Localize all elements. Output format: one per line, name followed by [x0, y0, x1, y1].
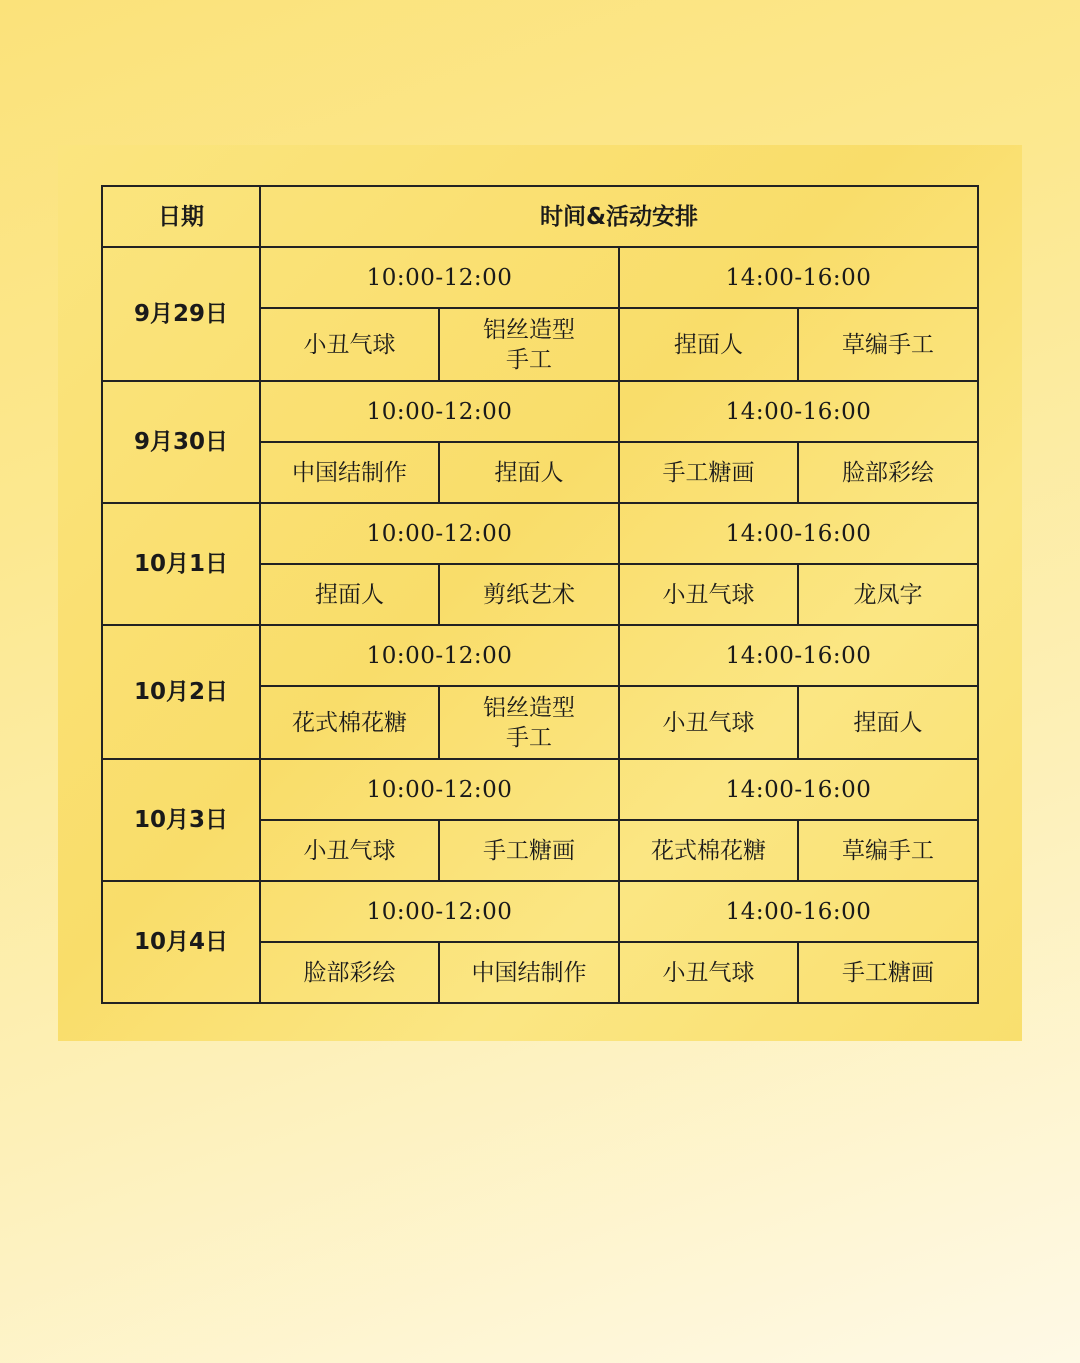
activity-cell: 捏面人	[798, 686, 978, 759]
date-cell: 9月29日	[102, 247, 260, 381]
time-row	[102, 625, 978, 686]
date-cell: 9月30日	[102, 381, 260, 503]
activity-cell: 铝丝造型 手工	[439, 686, 619, 759]
date-cell: 10月4日	[102, 881, 260, 1003]
time-slot-cell: 10:00-12:00	[260, 381, 619, 442]
date-column-header: 日期	[102, 186, 260, 247]
time-slot-cell: 14:00-16:00	[619, 503, 978, 564]
time-slot-cell: 10:00-12:00	[260, 625, 619, 686]
activity-cell: 捏面人	[439, 442, 619, 503]
time-slot-cell: 10:00-12:00	[260, 247, 619, 308]
activity-cell: 小丑气球	[260, 308, 439, 381]
activity-cell: 小丑气球	[619, 564, 798, 625]
schedule-table	[101, 185, 979, 1004]
header-row	[102, 186, 978, 247]
time-row	[102, 247, 978, 308]
activity-cell: 捏面人	[260, 564, 439, 625]
time-row	[102, 381, 978, 442]
date-cell: 10月2日	[102, 625, 260, 759]
activity-cell: 脸部彩绘	[798, 442, 978, 503]
schedule-column-header: 时间&活动安排	[260, 186, 978, 247]
activity-cell: 花式棉花糖	[260, 686, 439, 759]
activity-cell: 捏面人	[619, 308, 798, 381]
activity-cell: 草编手工	[798, 308, 978, 381]
time-slot-cell: 14:00-16:00	[619, 381, 978, 442]
activity-cell: 手工糖画	[798, 942, 978, 1003]
time-slot-cell: 10:00-12:00	[260, 759, 619, 820]
activity-cell: 剪纸艺术	[439, 564, 619, 625]
activity-cell: 中国结制作	[439, 942, 619, 1003]
activity-cell: 小丑气球	[260, 820, 439, 881]
activity-cell: 小丑气球	[619, 686, 798, 759]
activity-cell: 龙凤字	[798, 564, 978, 625]
time-slot-cell: 14:00-16:00	[619, 247, 978, 308]
time-slot-cell: 10:00-12:00	[260, 881, 619, 942]
time-slot-cell: 14:00-16:00	[619, 881, 978, 942]
activity-cell: 手工糖画	[619, 442, 798, 503]
time-slot-cell: 14:00-16:00	[619, 625, 978, 686]
time-row	[102, 881, 978, 942]
activity-cell: 草编手工	[798, 820, 978, 881]
time-slot-cell: 10:00-12:00	[260, 503, 619, 564]
time-row	[102, 503, 978, 564]
activity-cell: 中国结制作	[260, 442, 439, 503]
activity-cell: 小丑气球	[619, 942, 798, 1003]
activity-cell: 铝丝造型 手工	[439, 308, 619, 381]
schedule-card	[58, 145, 1022, 1041]
activity-cell: 脸部彩绘	[260, 942, 439, 1003]
time-row	[102, 759, 978, 820]
time-slot-cell: 14:00-16:00	[619, 759, 978, 820]
date-cell: 10月3日	[102, 759, 260, 881]
activity-cell: 手工糖画	[439, 820, 619, 881]
activity-cell: 花式棉花糖	[619, 820, 798, 881]
date-cell: 10月1日	[102, 503, 260, 625]
